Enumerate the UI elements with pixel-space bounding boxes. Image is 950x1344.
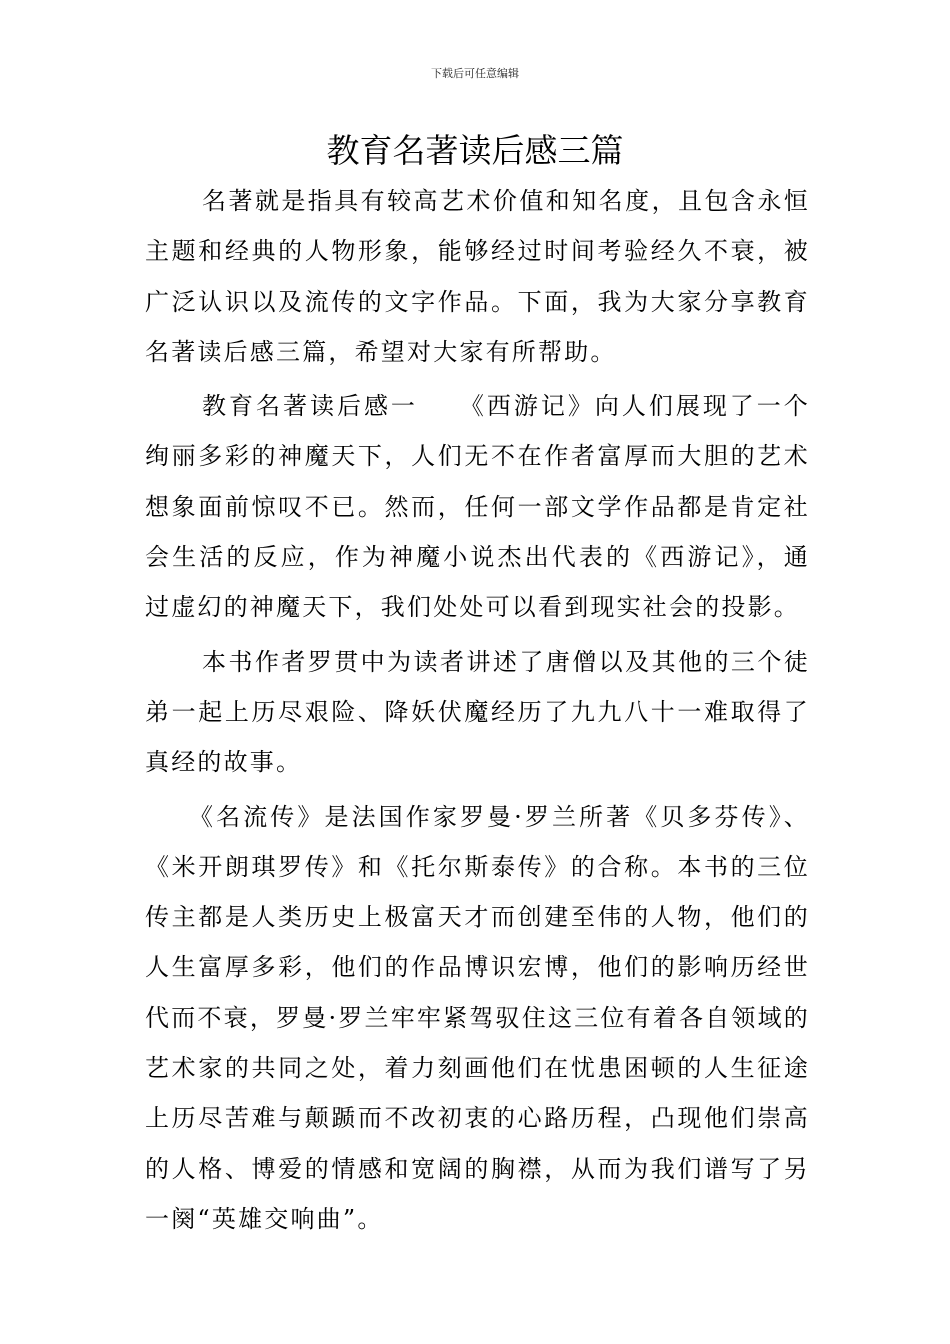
- paragraph-famous-biographies: 《名流传》是法国作家罗曼·罗兰所著《贝多芬传》、《米开朗琪罗传》和《托尔斯泰传》的合称。本书的三位传主都是人类历史上极富天才而创建至伟的人物，他们的人生富厚多彩，他们的作品博识宏博，他们的影响历经世代而不衰，罗曼·罗兰牢牢紧驾驭住这三位有着各自领域的艺术家的共同之处，着力刻画他们在忧患困顿的人生征途上历尽苦难与颠踬而不改初衷的心路历程，凸现他们崇高的人格、博爱的情感和宽阔的胸襟，从而为我们谱写了另一阕“英雄交响曲”。: [145, 802, 810, 1233]
- paragraph-intro: 名著就是指具有较高艺术价值和知名度，且包含永恒主题和经典的人物形象，能够经过时间考验经久不衰，被广泛认识以及流传的文字作品。下面，我为大家分享教育名著读后感三篇，希望对大家有所帮助。: [145, 187, 810, 366]
- paragraph-journey-west: 教育名著读后感一 《西游记》向人们展现了一个绚丽多彩的神魔天下，人们无不在作者富厚而大胆的艺术想象面前惊叹不已。然而，任何一部文学作品都是肯定社会生活的反应，作为神魔小说杰出代表的《西游记》，通过虚幻的神魔天下，我们处处可以看到现实社会的投影。: [145, 392, 810, 622]
- header-note: 下载后可任意编辑: [431, 67, 519, 80]
- paragraph-author-story: 本书作者罗贯中为读者讲述了唐僧以及其他的三个徒弟一起上历尽艰险、降妖伏魔经历了九九八十一难取得了真经的故事。: [145, 647, 810, 777]
- document-title: 教育名著读后感三篇: [326, 131, 624, 170]
- document-body: [145, 176, 810, 1248]
